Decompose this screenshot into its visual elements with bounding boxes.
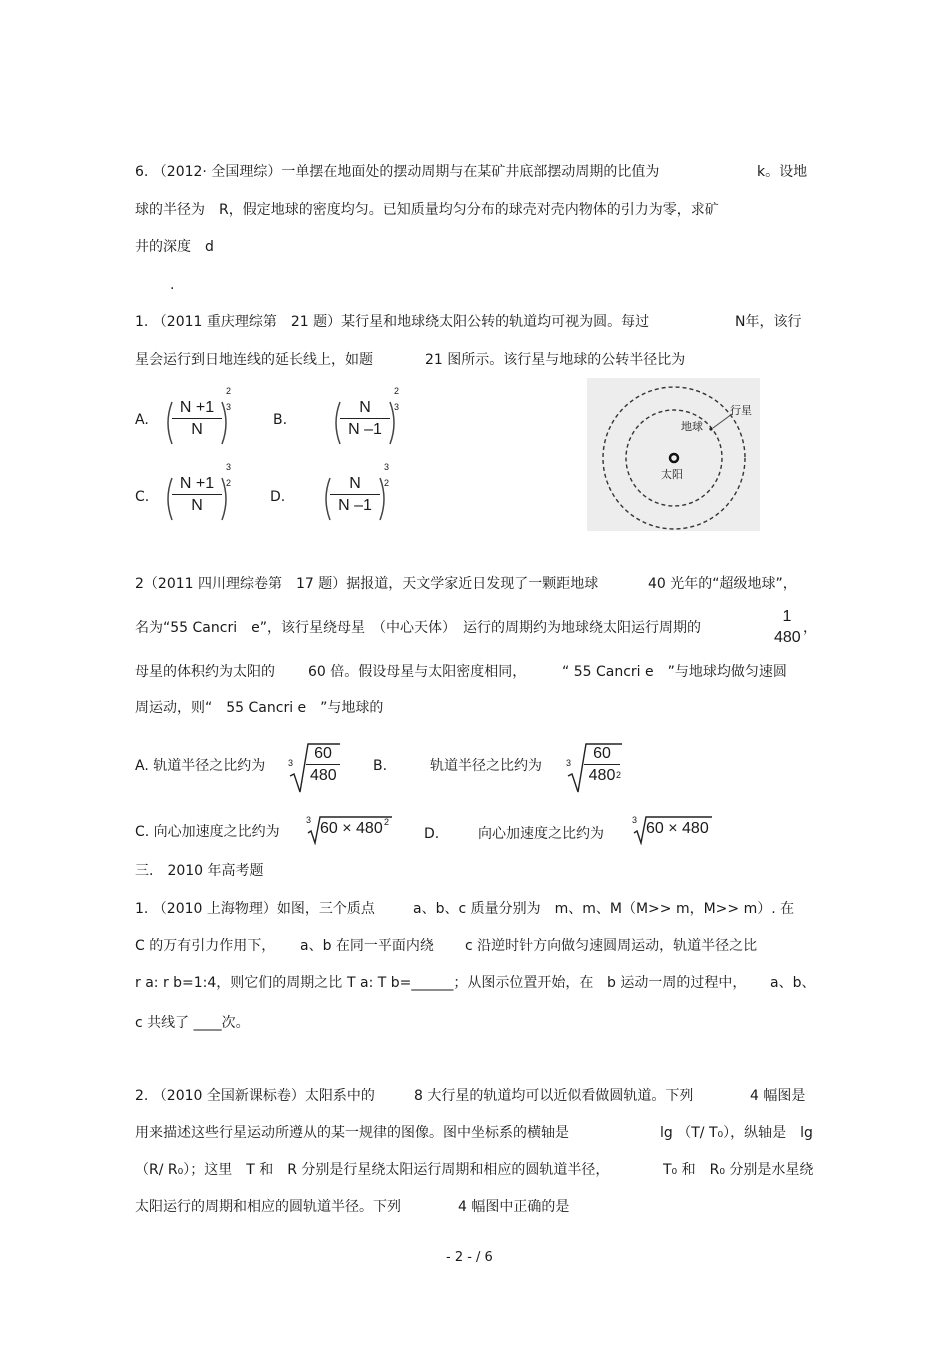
fraction-numerator: N +1 xyxy=(172,474,222,495)
exponent-top: 2 xyxy=(394,386,400,396)
q2-2010-line-3b: T₀ 和 R₀ 分别是水星绕 xyxy=(663,1162,814,1178)
q2-2010-line-2a: 用来描述这些行星运动所遵从的某一规律的图像。图中坐标系的横轴是 xyxy=(135,1125,569,1141)
q6-line-1b: k。设地 xyxy=(757,164,808,180)
q2-2010-line-3a: （R/ R₀）；这里 T 和 R 分别是行星绕太阳运行周期和相应的圆轨道半径， xyxy=(135,1162,610,1178)
root-expression: 60 × 480 xyxy=(646,820,709,837)
fraction-denominator: 480 xyxy=(588,767,616,784)
fraction-numerator: N +1 xyxy=(172,398,222,419)
q2-2011-option-d: 向心加速度之比约为 xyxy=(478,826,604,842)
sun-icon xyxy=(670,454,678,462)
q1-2010-line-3c: b 运动一周的过程中， xyxy=(607,975,747,991)
earth-dot xyxy=(709,427,712,430)
q1-2011-option-a-label: A. xyxy=(135,412,149,428)
q2-2011-option-c-root xyxy=(306,815,396,845)
fraction-numerator: N xyxy=(340,398,390,419)
q1-2010-line-1b: a、b、c 质量分别为 m、m、M（M>> m，M>> m）. 在 xyxy=(413,901,795,917)
q1-2010-line-2b: a、b 在同一平面内绕 xyxy=(300,938,434,954)
q6-line-1a: 6. （2012· 全国理综）一单摆在地面处的摆动周期与在某矿井底部摆动周期的比值为 xyxy=(135,164,660,180)
q2-2011-option-b: 轨道半径之比约为 xyxy=(430,758,542,774)
q1-2010-line-3a: r a: r b=1:4，则它们的周期之比 xyxy=(135,975,343,991)
q1-2011-option-b-label: B. xyxy=(273,412,288,428)
fraction-denominator: 480 xyxy=(774,629,801,646)
q2-2010-line-2b: lg （T/ T₀），纵轴是 lg xyxy=(660,1125,813,1141)
q1-2011-line-1b: N年，该行 xyxy=(735,314,802,330)
q2-2011-line-3c: “ 55 Cancri e ”与地球均做匀速圆 xyxy=(562,664,787,680)
q1-2010-line-2a: C 的万有引力作用下， xyxy=(135,938,276,954)
planet-orbit xyxy=(603,387,745,529)
q2-2010-line-1a: 2. （2010 全国新课标卷）太阳系中的 xyxy=(135,1088,375,1104)
fraction-denominator: N –1 xyxy=(338,497,372,514)
q2-2011-option-d-label: D. xyxy=(424,826,440,842)
root-expression: 60 × 480 xyxy=(320,820,383,837)
q1-2011-line-1a: 1. （2011 重庆理综第 21 题）某行星和地球绕太阳公转的轨道均可视为圆。每过 xyxy=(135,314,650,330)
q1-2011-line-2a: 星会运行到日地连线的延长线上，如题 xyxy=(135,352,373,368)
fraction-denominator: N xyxy=(191,497,203,514)
q6-line-3: 井的深度 d xyxy=(135,239,214,255)
q2-2011-option-b-root xyxy=(566,740,626,794)
q2-2011-period-fraction xyxy=(770,607,804,649)
q2-2011-line-3b: 60 倍。假设母星与太阳密度相同， xyxy=(308,664,527,680)
earth-orbit xyxy=(626,410,722,506)
q2-2010-line-1c: 4 幅图是 xyxy=(750,1088,806,1104)
fraction-numerator: N xyxy=(330,474,380,495)
fraction-numerator: 60 xyxy=(584,744,620,765)
planet-label: 行星 xyxy=(730,404,752,417)
exponent: 2 xyxy=(616,770,622,780)
q6-dot: . xyxy=(170,277,175,293)
q2-2010-line-1b: 8 大行星的轨道均可以近似看做圆轨道。下列 xyxy=(414,1088,694,1104)
q1-2010-line-3d: a、b、 xyxy=(770,975,816,991)
earth-label: 地球 xyxy=(681,420,703,433)
exponent-top: 3 xyxy=(226,462,232,472)
q1-2010-line-3b: T a: T b=______；从图示位置开始，在 xyxy=(347,975,594,991)
section-3-title: 三. 2010 年高考题 xyxy=(135,863,264,879)
q2-2011-line-4: 周运动，则“ 55 Cancri e ”与地球的 xyxy=(135,700,384,716)
q2-2011-line-1b: 40 光年的“超级地球”， xyxy=(648,576,797,592)
exponent-bottom: 2 xyxy=(384,478,390,488)
fraction-denominator: N –1 xyxy=(348,421,382,438)
q2-2011-option-a: A. 轨道半径之比约为 xyxy=(135,758,266,774)
page-number: - 2 - / 6 xyxy=(446,1250,493,1265)
q2-2011-option-d-root xyxy=(632,815,716,845)
orbit-figure xyxy=(587,378,760,531)
exponent-bottom: 3 xyxy=(394,402,400,412)
q2-2011-option-c: C. 向心加速度之比约为 xyxy=(135,824,280,840)
q1-2010-line-4: c 共线了 ____次。 xyxy=(135,1015,250,1031)
q2-2011-comma: ， xyxy=(803,620,817,636)
fraction-numerator: 1 xyxy=(782,608,792,625)
exponent-bottom: 3 xyxy=(226,402,232,412)
exponent-top: 2 xyxy=(226,386,232,396)
q1-2011-option-d-label: D. xyxy=(270,489,286,505)
q1-2011-option-c-label: C. xyxy=(135,489,150,505)
q2-2011-line-1a: 2（2011 四川理综卷第 17 题）据报道，天文学家近日发现了一颗距地球 xyxy=(135,576,599,592)
root-index: 3 xyxy=(632,815,638,825)
fraction-denominator: N xyxy=(191,421,203,438)
q1-2010-line-2c: c 沿逆时针方向做匀速圆周运动，轨道半径之比 xyxy=(465,938,758,954)
exponent-top: 3 xyxy=(384,462,390,472)
q2-2011-option-a-root xyxy=(288,740,344,794)
orbit-diagram-icon xyxy=(587,378,760,531)
fraction-denominator: 480 xyxy=(310,767,337,784)
root-index: 3 xyxy=(306,815,312,825)
q2-2011-line-3a: 母星的体积约为太阳的 xyxy=(135,664,275,680)
exponent-bottom: 2 xyxy=(226,478,232,488)
q2-2011-line-2a: 名为“55 Cancri e”，该行星绕母星 （中心天体） 运行的周期约为地球绕太阳运行周期的 xyxy=(135,620,701,636)
q2-2010-line-4b: 4 幅图中正确的是 xyxy=(458,1199,570,1215)
root-index: 3 xyxy=(566,758,572,768)
root-index: 3 xyxy=(288,758,294,768)
q6-line-2: 球的半径为 R，假定地球的密度均匀。已知质量均匀分布的球壳对壳内物体的引力为零，求矿 xyxy=(135,202,719,218)
exponent: 2 xyxy=(384,817,390,827)
q2-2010-line-4a: 太阳运行的周期和相应的圆轨道半径。下列 xyxy=(135,1199,401,1215)
fraction-numerator: 60 xyxy=(306,744,340,765)
q2-2011-option-b-label: B. xyxy=(373,758,388,774)
sun-label: 太阳 xyxy=(661,468,683,481)
q1-2010-line-1a: 1. （2010 上海物理）如图，三个质点 xyxy=(135,901,375,917)
q1-2011-line-2b: 21 图所示。该行星与地球的公转半径比为 xyxy=(425,352,686,368)
